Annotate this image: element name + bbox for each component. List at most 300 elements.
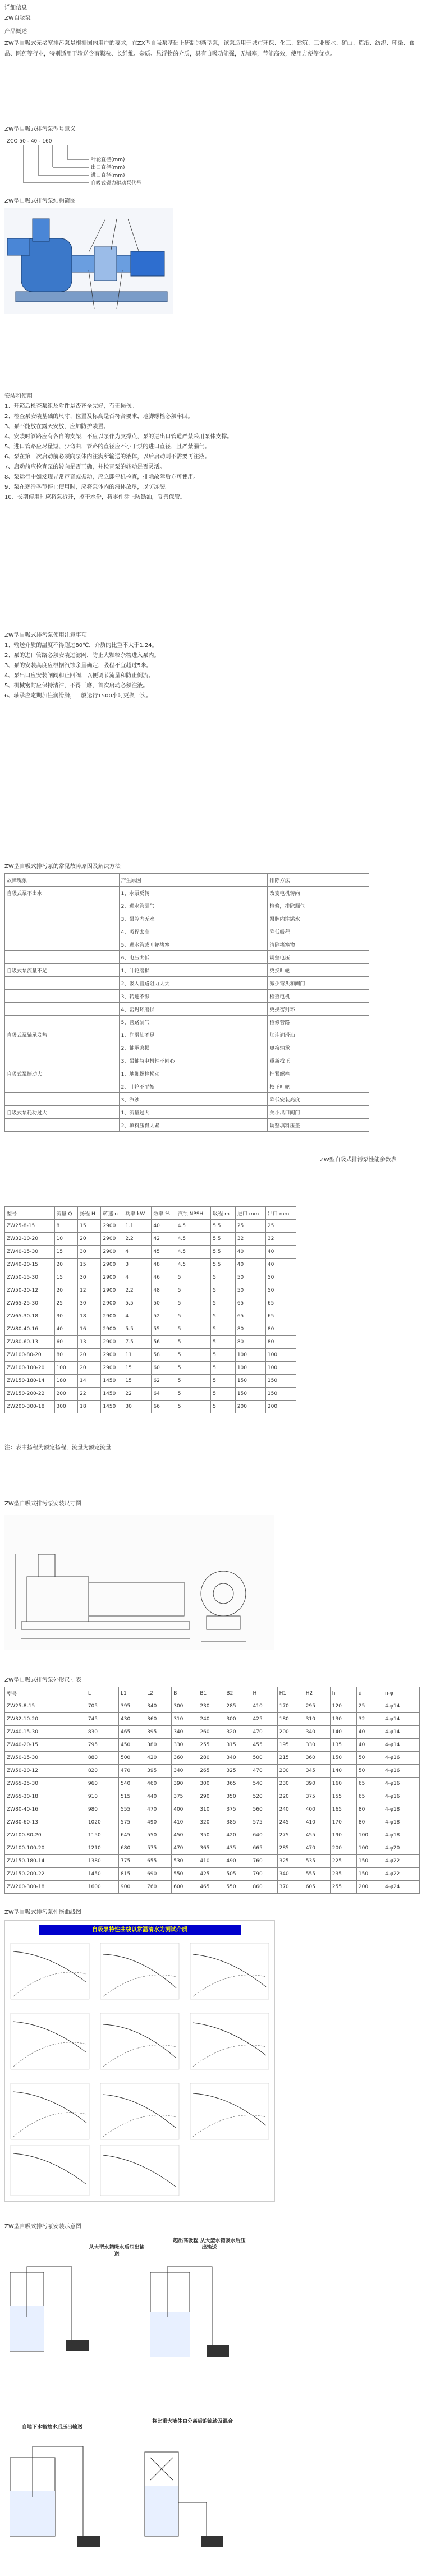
table-cell: 375 [224, 1803, 251, 1816]
table-row [5, 1310, 296, 1323]
table-row [5, 1842, 420, 1855]
table-cell: 2.2 [123, 1233, 152, 1246]
table-row [5, 887, 369, 899]
table-cell: 1210 [86, 1842, 118, 1855]
table-cell: 150 [235, 1388, 265, 1401]
table-cell: 265 [198, 1765, 224, 1778]
table-cell: 505 [224, 1868, 251, 1881]
install-dim-heading: ZW型自吸式排污泵安装尺寸图 [4, 1501, 81, 1507]
table-cell: 5.5 [123, 1297, 152, 1310]
table-cell: L1 [119, 1687, 145, 1700]
table-cell: 100 [265, 1362, 296, 1375]
table-cell: 5 [176, 1336, 211, 1349]
table-cell: ZW50-15-30 [5, 1271, 55, 1284]
table-cell: 575 [145, 1842, 172, 1855]
table-cell: 550 [224, 1881, 251, 1894]
table-cell: 280 [198, 1752, 224, 1765]
table-cell: 3、汽蚀 [119, 1093, 268, 1106]
table-cell: 4.5 [176, 1220, 211, 1233]
table-cell: 470 [119, 1765, 145, 1778]
table-cell: 165 [330, 1803, 356, 1816]
table-cell: 65 [265, 1310, 296, 1323]
table-cell: 470 [172, 1842, 198, 1855]
diagram-label: 超出高吸程 从大型水箱吸水后压出输送 [173, 2238, 246, 2251]
table-cell: 240 [198, 1713, 224, 1726]
table-row [5, 951, 369, 964]
table-cell: 32 [235, 1233, 265, 1246]
table-cell: 15 [78, 1259, 101, 1271]
table-cell: 自吸式泵耗功过大 [5, 1106, 120, 1119]
table-cell: 汽蚀 NPSH [176, 1207, 211, 1220]
table-cell: 扬程 H [78, 1207, 101, 1220]
table-cell: 180 [277, 1713, 304, 1726]
table-cell: 80 [265, 1336, 296, 1349]
table-cell [5, 912, 120, 925]
table-cell: 30 [78, 1246, 101, 1259]
table-cell: 5 [211, 1375, 236, 1388]
table-row [5, 1739, 420, 1752]
table-cell: 490 [224, 1855, 251, 1868]
table-cell: 1380 [86, 1855, 118, 1868]
table-cell: 功率 kW [123, 1207, 152, 1220]
table-cell: 校正叶轮 [268, 1080, 369, 1093]
table-cell: 255 [330, 1881, 356, 1894]
table-cell: 48 [152, 1259, 176, 1271]
table-cell: 60 [152, 1362, 176, 1375]
table-cell: 2900 [101, 1271, 123, 1284]
table-cell: 吸程 m [211, 1207, 236, 1220]
table-row [5, 899, 369, 912]
table-cell: 1、润滑油不足 [119, 1028, 268, 1041]
table-cell: 370 [277, 1881, 304, 1894]
table-cell: 30 [78, 1271, 101, 1284]
table-row [5, 1028, 369, 1041]
table-cell [5, 990, 120, 1003]
table-cell: 故障现象 [5, 874, 120, 887]
table-cell: 395 [145, 1726, 172, 1739]
table-cell: 5 [176, 1401, 211, 1413]
table-cell: 5 [176, 1388, 211, 1401]
table-cell: 40 [235, 1246, 265, 1259]
table-cell: 2、吸入管路阻力太大 [119, 977, 268, 990]
table-cell: 200 [330, 1842, 356, 1855]
table-cell: ZW32-10-20 [5, 1713, 86, 1726]
table-cell: 540 [251, 1778, 277, 1790]
table-cell: ZW100-100-20 [5, 1362, 55, 1375]
table-row [5, 1284, 296, 1297]
table-cell: 100 [265, 1349, 296, 1362]
table-cell: 自吸式泵振动大 [5, 1067, 120, 1080]
diagram-label: 将比重大液体由分离后的流渣及混合 [152, 2419, 233, 2425]
table-cell: 50 [152, 1297, 176, 1310]
table-cell: 605 [304, 1881, 330, 1894]
table-cell: ZW65-30-18 [5, 1310, 55, 1323]
table-cell: 4-φ18 [383, 1816, 419, 1829]
table-cell: 改变电机转向 [268, 887, 369, 899]
table-cell: 关小出口阀门 [268, 1106, 369, 1119]
table-cell: 340 [277, 1868, 304, 1881]
table-cell: 80 [356, 1816, 383, 1829]
table-cell: ZW50-15-30 [5, 1752, 86, 1765]
model-item: 进口直径(mm) [91, 173, 125, 178]
table-cell: 550 [172, 1868, 198, 1881]
table-cell: ZW80-60-13 [5, 1336, 55, 1349]
table-cell: 340 [172, 1765, 198, 1778]
table-header-row [5, 1207, 296, 1220]
table-cell: 260 [198, 1726, 224, 1739]
table-cell: 390 [172, 1778, 198, 1790]
table-cell: 48 [152, 1284, 176, 1297]
table-cell: 2900 [101, 1246, 123, 1259]
table-cell: 775 [119, 1855, 145, 1868]
table-cell: 3、泵腔内无水 [119, 912, 268, 925]
table-cell: ZW100-80-20 [5, 1349, 55, 1362]
table-row [5, 1003, 369, 1016]
table-cell: 5 [211, 1323, 236, 1336]
table-cell: 22 [78, 1388, 101, 1401]
table-cell: 50 [265, 1271, 296, 1284]
table-cell: 25 [54, 1297, 78, 1310]
table-cell: 420 [145, 1752, 172, 1765]
table-cell: 150 [356, 1855, 383, 1868]
table-cell: 型号 [5, 1207, 55, 1220]
table-cell: 加注润滑油 [268, 1028, 369, 1041]
table-cell: 4.5 [176, 1233, 211, 1246]
table-cell: 300 [172, 1700, 198, 1713]
table-cell: 550 [145, 1829, 172, 1842]
table-row [5, 1388, 296, 1401]
table-cell: 5.5 [211, 1220, 236, 1233]
table-cell: 440 [145, 1790, 172, 1803]
table-cell: 200 [277, 1726, 304, 1739]
table-cell: 500 [119, 1752, 145, 1765]
structure-figure [4, 208, 173, 314]
table-row [5, 1375, 296, 1388]
table-cell: 5 [176, 1375, 211, 1388]
table-cell: 15 [54, 1271, 78, 1284]
curve-banner: 自吸泵特性曲线以常温清水为测试介质 [39, 1925, 241, 1935]
table-cell: 4、吸程太高 [119, 925, 268, 938]
table-cell: 4 [123, 1310, 152, 1323]
table-cell: 40 [152, 1220, 176, 1233]
table-cell: 555 [304, 1868, 330, 1881]
table-cell: 815 [119, 1868, 145, 1881]
table-cell: 2900 [101, 1323, 123, 1336]
table-cell: 155 [330, 1790, 356, 1803]
table-cell: 进口 mm [235, 1207, 265, 1220]
table-cell: 65 [356, 1778, 383, 1790]
model-item: 出口直径(mm) [91, 165, 125, 171]
table-cell: 清除堵塞物 [268, 938, 369, 951]
table-cell: 900 [119, 1881, 145, 1894]
table-cell: 130 [330, 1713, 356, 1726]
table-cell: 5 [176, 1349, 211, 1362]
install-item: 5、进口管路应尽量短、少弯曲，管路的直径应不小于泵的进口直径，且严禁漏气。 [4, 444, 210, 450]
table-cell: 5 [211, 1284, 236, 1297]
table-cell: 880 [86, 1752, 118, 1765]
table-row [5, 1713, 420, 1726]
table-cell: 调整填料压盖 [268, 1119, 369, 1132]
table-cell [5, 938, 120, 951]
table-cell: 400 [172, 1803, 198, 1816]
install-item: 2、检查泵安装基础的尺寸、位置及标高是否符合要求，地脚螺栓必须牢固。 [4, 414, 194, 420]
table-cell: 4-φ14 [383, 1739, 419, 1752]
table-cell: 170 [277, 1700, 304, 1713]
table-cell: 235 [330, 1868, 356, 1881]
curve-panel [4, 1920, 275, 2202]
table-row [5, 1297, 296, 1310]
table-cell [5, 1003, 120, 1016]
table-cell: 52 [152, 1310, 176, 1323]
table-cell: 240 [277, 1803, 304, 1816]
table-cell: 340 [172, 1726, 198, 1739]
table-cell: 2900 [101, 1297, 123, 1310]
table-cell: 150 [265, 1388, 296, 1401]
table-cell: 5.5 [123, 1323, 152, 1336]
table-cell: 390 [304, 1778, 330, 1790]
table-cell: 1、流量过大 [119, 1106, 268, 1119]
table-cell [5, 1119, 120, 1132]
table-header-row [5, 1687, 420, 1700]
install-item: 10、长期停用时应将泵拆开，擦干水份，将零件涂上防锈油，妥善保管。 [4, 494, 186, 500]
overview-heading: 产品概述 [4, 29, 27, 35]
table-row [5, 1752, 420, 1765]
table-cell: 40 [54, 1323, 78, 1336]
table-row [5, 1778, 420, 1790]
table-row [5, 1336, 296, 1349]
table-cell [5, 1054, 120, 1067]
table-cell: 50 [356, 1765, 383, 1778]
table-cell: 流量 Q [54, 1207, 78, 1220]
table-cell [5, 1080, 120, 1093]
table-cell: ZW200-300-18 [5, 1401, 55, 1413]
table-cell: 2900 [101, 1349, 123, 1362]
table-cell: 12 [78, 1284, 101, 1297]
table-cell: 160 [330, 1778, 356, 1790]
install-item: 1、开箱后检查泵组及附件是否齐全完好，有无损伤。 [4, 403, 137, 410]
table-cell: 4-φ14 [383, 1713, 419, 1726]
table-cell: 5 [211, 1349, 236, 1362]
table-cell: 5 [211, 1401, 236, 1413]
curve-heading: ZW型自吸式排污泵性能曲线图 [4, 1909, 81, 1916]
table-cell: 430 [119, 1713, 145, 1726]
table-cell: 5.5 [211, 1246, 236, 1259]
table-cell: 2900 [101, 1233, 123, 1246]
table-cell: 3、泵轴与电机轴不同心 [119, 1054, 268, 1067]
breadcrumb: ZW自吸泵 [4, 15, 31, 21]
table-cell: 50 [265, 1284, 296, 1297]
model-item: 自吸式磁力驱动泵代号 [91, 181, 142, 186]
table-cell: 315 [224, 1739, 251, 1752]
table-cell: 5 [211, 1271, 236, 1284]
table-cell: 575 [251, 1816, 277, 1829]
table-cell [5, 951, 120, 964]
table-cell: 25 [235, 1220, 265, 1233]
table-row [5, 1868, 420, 1881]
table-cell: 5、进水管或叶轮堵塞 [119, 938, 268, 951]
table-cell: 5 [176, 1297, 211, 1310]
table-cell: 15 [54, 1246, 78, 1259]
table-cell: 100 [235, 1362, 265, 1375]
table-cell [5, 1041, 120, 1054]
table-cell: 50 [235, 1271, 265, 1284]
table-cell: 降低吸程 [268, 925, 369, 938]
table-cell: 290 [198, 1790, 224, 1803]
table-cell: 4-φ18 [383, 1803, 419, 1816]
table-cell: 4-φ16 [383, 1778, 419, 1790]
install-dimension-drawing [4, 1515, 274, 1650]
table-row [5, 1323, 296, 1336]
table-cell: 470 [251, 1726, 277, 1739]
table-cell: 100 [235, 1349, 265, 1362]
table-cell: 1、地脚螺栓松动 [119, 1067, 268, 1080]
table-cell: 220 [277, 1790, 304, 1803]
table-cell: 3、转速不够 [119, 990, 268, 1003]
performance-table [4, 1206, 296, 1413]
installation-diagrams [4, 2233, 251, 2570]
table-cell: 2、轴承磨损 [119, 1041, 268, 1054]
table-cell: 65 [235, 1297, 265, 1310]
table-cell: 调整电压 [268, 951, 369, 964]
table-cell: 40 [265, 1259, 296, 1271]
table-cell: 285 [277, 1842, 304, 1855]
table-cell: 600 [172, 1881, 198, 1894]
performance-curves [5, 1921, 274, 2201]
table-cell: 320 [224, 1726, 251, 1739]
dimension-table [4, 1687, 420, 1894]
diagram-heading: ZW型自吸式排污泵安装示意图 [4, 2224, 81, 2230]
table-cell: 500 [251, 1752, 277, 1765]
table-cell: 410 [198, 1855, 224, 1868]
table-row [5, 1790, 420, 1803]
table-cell: 455 [251, 1739, 277, 1752]
table-cell: n-φ [383, 1687, 419, 1700]
table-cell: 170 [330, 1816, 356, 1829]
table-cell: 1600 [86, 1881, 118, 1894]
table-cell: 8 [54, 1220, 78, 1233]
table-cell: ZW40-15-30 [5, 1726, 86, 1739]
table-cell: 2900 [101, 1220, 123, 1233]
table-cell: 690 [145, 1868, 172, 1881]
table-row [5, 1106, 369, 1119]
model-heading: ZW型自吸式排污泵型号意义 [4, 126, 76, 132]
table-row [5, 1700, 420, 1713]
table-cell: 200 [356, 1881, 383, 1894]
table-cell: 310 [172, 1713, 198, 1726]
table-cell: 215 [277, 1752, 304, 1765]
table-row [5, 912, 369, 925]
table-cell: 520 [251, 1790, 277, 1803]
table-cell: 自吸式泵流量不足 [5, 964, 120, 977]
table-cell: 1150 [86, 1829, 118, 1842]
table-row [5, 1271, 296, 1284]
table-row [5, 1233, 296, 1246]
table-cell: 2900 [101, 1259, 123, 1271]
table-cell: 减少弯头和阀门 [268, 977, 369, 990]
table-cell: ZW150-180-14 [5, 1855, 86, 1868]
table-cell: 5 [211, 1388, 236, 1401]
table-cell: 1、叶轮磨损 [119, 964, 268, 977]
table-cell: 2、填料压得太紧 [119, 1119, 268, 1132]
table-cell: 760 [251, 1855, 277, 1868]
table-cell: 4 [123, 1271, 152, 1284]
table-cell: 5 [211, 1336, 236, 1349]
table-cell: 135 [330, 1739, 356, 1752]
table-cell: 395 [119, 1700, 145, 1713]
table-cell: 13 [78, 1336, 101, 1349]
table-cell: 20 [78, 1362, 101, 1375]
table-row [5, 925, 369, 938]
table-cell: 更换叶轮 [268, 964, 369, 977]
table-cell: ZW80-60-13 [5, 1816, 86, 1829]
table-cell: 1450 [101, 1401, 123, 1413]
table-cell: 385 [224, 1816, 251, 1829]
table-cell: 1450 [101, 1388, 123, 1401]
table-cell: 330 [172, 1739, 198, 1752]
installation-diagram-drawings [4, 2233, 251, 2570]
table-cell: 2.2 [123, 1284, 152, 1297]
table-cell: 5 [211, 1297, 236, 1310]
table-cell: d [356, 1687, 383, 1700]
table-cell: 295 [304, 1700, 330, 1713]
table-cell: 42 [152, 1233, 176, 1246]
table-cell: ZW200-300-18 [5, 1881, 86, 1894]
table-cell: 40 [235, 1259, 265, 1271]
table-cell: 更换密封环 [268, 1003, 369, 1016]
overview-paragraph: ZW型自吸式无堵塞排污泵是根据国内用户的要求，在ZX型自吸泵基础上研制的新型泵，该泵适用于城市环保、化工、建筑、工业废水、矿山、造纸、纺织、印染、食品、医药等行业，特别适用于输送含有颗粒、长纤维、杂质、悬浮物的介质，具有自吸功能强，无堵塞，节能高效，使用方便等优点。 [4, 40, 415, 57]
table-cell: 360 [304, 1752, 330, 1765]
table-row [5, 1401, 296, 1413]
table-cell: 40 [356, 1726, 383, 1739]
table-cell: ZW40-20-15 [5, 1259, 55, 1271]
table-cell: 50 [356, 1752, 383, 1765]
table-cell: ZW25-8-15 [5, 1220, 55, 1233]
table-cell: 860 [251, 1881, 277, 1894]
table-cell: ZW100-100-20 [5, 1842, 86, 1855]
table-cell: 320 [198, 1816, 224, 1829]
table-row [5, 1881, 420, 1894]
install-item: 9、泵在寒冷季节停止使用时，应将泵体内的液体放尽，以防冻裂。 [4, 484, 171, 490]
table-cell: B1 [198, 1687, 224, 1700]
table-cell: 80 [54, 1349, 78, 1362]
dim-table-heading: ZW型自吸式排污泵外形尺寸表 [4, 1677, 81, 1683]
table-row [5, 990, 369, 1003]
table-cell: 56 [152, 1336, 176, 1349]
table-cell: 65 [265, 1297, 296, 1310]
table-cell: 470 [304, 1842, 330, 1855]
table-cell: 820 [86, 1765, 118, 1778]
install-item: 4、安装时管路应有各自的支架，不应以泵作为支撑点，泵的进出口管道严禁采用泵体支撑。 [4, 434, 233, 440]
table-cell: ZW40-20-15 [5, 1739, 86, 1752]
table-cell: 410 [251, 1700, 277, 1713]
fault-heading: ZW型自吸式排污泵的常见故障原因及解决方法 [4, 864, 121, 870]
table-cell: 665 [251, 1842, 277, 1855]
table-row [5, 938, 369, 951]
structure-heading: ZW型自吸式排污泵结构简图 [4, 198, 76, 204]
table-cell: 300 [224, 1713, 251, 1726]
table-cell: 575 [119, 1816, 145, 1829]
table-cell: 拧紧螺栓 [268, 1067, 369, 1080]
table-cell: ZW25-8-15 [5, 1700, 86, 1713]
table-row [5, 964, 369, 977]
fault-table [4, 873, 369, 1132]
table-cell: 检修管路 [268, 1016, 369, 1028]
table-cell: 4-φ18 [383, 1829, 419, 1842]
table-cell: ZW50-20-12 [5, 1284, 55, 1297]
table-cell: 2900 [101, 1310, 123, 1323]
table-cell: 15 [123, 1362, 152, 1375]
table-cell: 745 [86, 1713, 118, 1726]
